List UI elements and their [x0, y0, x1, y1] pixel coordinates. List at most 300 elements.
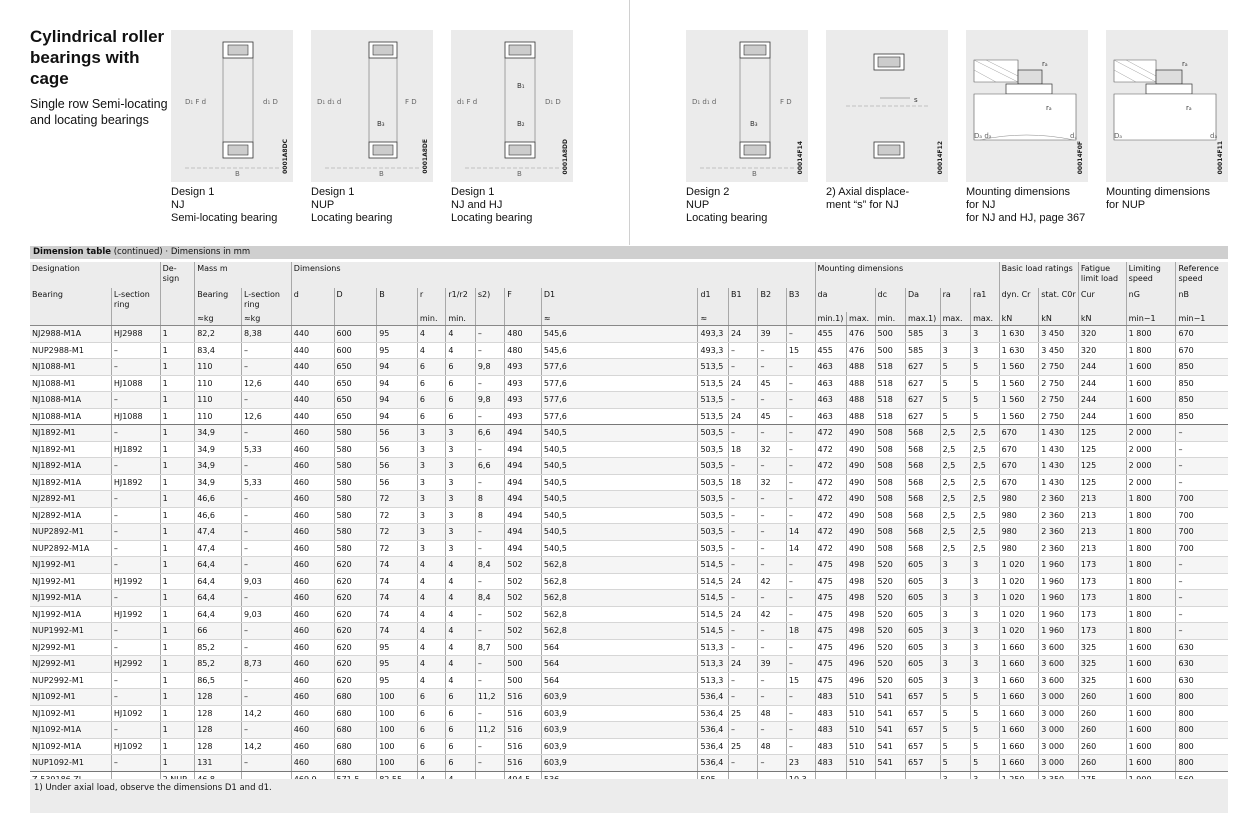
table-cell: 440 [291, 359, 334, 376]
table-cell: 173 [1078, 590, 1126, 607]
table-cell: 800 [1176, 705, 1228, 722]
figure-caption: Design 1 NJ and HJ Locating bearing [451, 186, 533, 224]
table-cell: 66 [195, 623, 242, 640]
table-cell: 502 [505, 573, 542, 590]
table-cell: 476 [847, 326, 875, 343]
table-cell: – [111, 623, 160, 640]
header-d: d [291, 288, 334, 312]
svg-text:d꜀: d꜀ [1070, 132, 1077, 140]
table-cell: 580 [334, 441, 377, 458]
table-cell: 94 [377, 359, 418, 376]
table-cell: 562,8 [541, 623, 698, 640]
table-cell: 475 [815, 672, 847, 689]
table-cell: NJ1092-M1 [30, 705, 111, 722]
table-cell: 500 [505, 672, 542, 689]
table-cell: 100 [377, 755, 418, 772]
table-row [30, 458, 1228, 475]
table-cell: 125 [1078, 425, 1126, 442]
table-cell: 5 [971, 755, 1000, 772]
table-cell: 568 [906, 524, 941, 541]
table-cell: 603,9 [541, 705, 698, 722]
table-cell: 5 [971, 722, 1000, 739]
table-cell: HJ1892 [111, 441, 160, 458]
table-cell: 24 [728, 656, 757, 673]
table-cell: – [1176, 573, 1228, 590]
table-cell: 6 [446, 705, 475, 722]
table-cell: – [475, 738, 504, 755]
table-cell: 536,4 [698, 689, 729, 706]
table-cell: 460 [291, 458, 334, 475]
table-cell: 3 600 [1039, 672, 1079, 689]
table-cell: 502 [505, 590, 542, 607]
table-cell: – [728, 507, 757, 524]
table-cell: 1 [160, 755, 195, 772]
table-cell: 1 [160, 689, 195, 706]
table-cell: 8,73 [241, 656, 291, 673]
table-row [30, 722, 1228, 739]
table-cell: 9,03 [241, 573, 291, 590]
table-cell: 620 [334, 590, 377, 607]
table-cell: 325 [1078, 656, 1126, 673]
table-cell: 2,5 [971, 474, 1000, 491]
table-cell: 1 020 [999, 557, 1039, 574]
table-cell: NJ1088-M1 [30, 359, 111, 376]
table-cell: 657 [906, 689, 941, 706]
figure-caption: Design 1 NJ Semi-locating bearing [171, 186, 278, 224]
table-cell: 488 [847, 359, 875, 376]
table-cell: 213 [1078, 491, 1126, 508]
header-ng: nG [1126, 288, 1176, 312]
table-cell: 325 [1078, 639, 1126, 656]
svg-text:B₃: B₃ [377, 120, 385, 128]
table-cell: 472 [815, 441, 847, 458]
table-cell: 110 [195, 359, 242, 376]
table-cell: 605 [906, 623, 941, 640]
table-cell: 514,5 [698, 606, 729, 623]
table-cell: 460 [291, 639, 334, 656]
table-cell: 540,5 [541, 441, 698, 458]
table-cell: 500 [875, 326, 906, 343]
table-cell: – [475, 540, 504, 557]
table-cell: 502 [505, 623, 542, 640]
table-cell: – [728, 672, 757, 689]
table-cell: 603,9 [541, 722, 698, 739]
table-cell: 4 [417, 639, 445, 656]
svg-text:B: B [379, 170, 384, 178]
table-cell: 3 000 [1039, 755, 1079, 772]
table-cell: 536,4 [698, 705, 729, 722]
table-cell: 475 [815, 590, 847, 607]
table-cell: 131 [195, 755, 242, 772]
table-cell: – [111, 557, 160, 574]
table-cell: 680 [334, 722, 377, 739]
table-cell: HJ1088 [111, 375, 160, 392]
dimension-table [30, 262, 1228, 788]
table-cell: NJ1092-M1A [30, 738, 111, 755]
table-cell: HJ1088 [111, 408, 160, 425]
table-cell: 2,5 [971, 458, 1000, 475]
table-cell: – [758, 507, 786, 524]
table-cell: 2,5 [971, 524, 1000, 541]
table-cell: 541 [875, 738, 906, 755]
table-cell: 568 [906, 425, 941, 442]
table-cell: 3 [417, 425, 445, 442]
table-cell: 460 [291, 656, 334, 673]
figure-code: 0001A8DD [562, 138, 569, 174]
table-cell: 620 [334, 606, 377, 623]
table-cell: 110 [195, 375, 242, 392]
table-cell: 4 [417, 342, 445, 359]
table-cell: 577,6 [541, 375, 698, 392]
table-cell: 6 [446, 375, 475, 392]
table-cell: 1 020 [999, 590, 1039, 607]
table-cell: 94 [377, 375, 418, 392]
table-cell: 850 [1176, 375, 1228, 392]
table-cell: 5 [940, 359, 971, 376]
table-cell: 670 [999, 425, 1039, 442]
table-cell: – [728, 623, 757, 640]
table-cell: – [758, 557, 786, 574]
figure-caption: 2) Axial displace- ment “s” for NJ [826, 186, 910, 211]
table-cell: 1 [160, 491, 195, 508]
table-cell: 24 [728, 408, 757, 425]
table-cell: 12,6 [241, 375, 291, 392]
unit-max: max. [971, 312, 1000, 326]
header-Da: Da [906, 288, 941, 312]
table-cell: 3 [940, 623, 971, 640]
table-cell: 42 [758, 573, 786, 590]
table-row [30, 441, 1228, 458]
unit-kg: ≈kg [241, 312, 291, 326]
svg-text:rₐ: rₐ [1046, 104, 1052, 112]
table-cell: 516 [505, 689, 542, 706]
table-cell: 1 800 [1126, 342, 1176, 359]
table-cell: 11,2 [475, 722, 504, 739]
table-cell: 680 [334, 738, 377, 755]
table-cell: 460 [291, 491, 334, 508]
table-cell: 9,8 [475, 392, 504, 409]
table-cell: 1 960 [1039, 590, 1079, 607]
table-cell: 440 [291, 392, 334, 409]
table-cell: 1 [160, 458, 195, 475]
table-cell: NJ2892-M1 [30, 491, 111, 508]
table-cell: 5 [971, 408, 1000, 425]
table-row [30, 375, 1228, 392]
table-cell: 460 [291, 755, 334, 772]
table-cell: 125 [1078, 441, 1126, 458]
table-cell: 605 [906, 639, 941, 656]
table-cell: 494 [505, 491, 542, 508]
table-cell: 24 [728, 606, 757, 623]
header-B: B [377, 288, 418, 312]
table-cell: 1 800 [1126, 590, 1176, 607]
table-cell: 1 [160, 573, 195, 590]
table-cell: 476 [847, 342, 875, 359]
table-cell: 6 [417, 375, 445, 392]
table-cell: 603,9 [541, 755, 698, 772]
table-cell: 3 [971, 656, 1000, 673]
table-cell: 540,5 [541, 458, 698, 475]
table-row [30, 738, 1228, 755]
table-cell: – [1176, 623, 1228, 640]
table-cell: 3 [940, 573, 971, 590]
table-cell: NUP2892-M1A [30, 540, 111, 557]
table-cell: 580 [334, 507, 377, 524]
table-cell: 3 [971, 639, 1000, 656]
table-cell: 3 [940, 656, 971, 673]
table-cell: 540,5 [541, 540, 698, 557]
table-cell: 11,2 [475, 689, 504, 706]
mounting-drawing-nup [1106, 30, 1228, 182]
table-cell: 460 [291, 705, 334, 722]
table-cell: 700 [1176, 491, 1228, 508]
table-cell: – [111, 540, 160, 557]
table-cell: 514,5 [698, 590, 729, 607]
table-cell: 580 [334, 491, 377, 508]
table-cell: NJ1092-M1A [30, 722, 111, 739]
table-cell: 173 [1078, 606, 1126, 623]
table-cell: 1 [160, 656, 195, 673]
table-cell: 3 000 [1039, 689, 1079, 706]
table-cell: 620 [334, 639, 377, 656]
table-cell: 6 [417, 689, 445, 706]
table-cell: 6 [446, 408, 475, 425]
table-cell: 34,9 [195, 425, 242, 442]
table-row [30, 326, 1228, 343]
table-cell: NJ1892-M1A [30, 474, 111, 491]
table-cell: 1 020 [999, 573, 1039, 590]
table-cell: 580 [334, 458, 377, 475]
table-cell: 4 [446, 639, 475, 656]
table-cell: 3 [971, 606, 1000, 623]
unit-max: max. [847, 312, 875, 326]
table-cell: 5 [940, 755, 971, 772]
table-cell: NJ1088-M1A [30, 408, 111, 425]
table-cell: 56 [377, 441, 418, 458]
table-cell: 502 [505, 606, 542, 623]
table-cell: 2,5 [971, 491, 1000, 508]
header-reference-speed: Reference speed [1176, 262, 1228, 288]
table-cell: 14,2 [241, 705, 291, 722]
table-cell: 5,33 [241, 441, 291, 458]
table-cell: – [111, 722, 160, 739]
table-cell: 6,6 [475, 458, 504, 475]
table-cell: 2 360 [1039, 491, 1079, 508]
svg-text:B₃: B₃ [750, 120, 758, 128]
table-cell: 1 020 [999, 623, 1039, 640]
table-cell: 3 [940, 639, 971, 656]
table-cell: NJ1992-M1A [30, 590, 111, 607]
table-row [30, 689, 1228, 706]
table-cell: NJ2992-M1 [30, 656, 111, 673]
table-cell: – [758, 639, 786, 656]
table-cell: 603,9 [541, 689, 698, 706]
table-cell: 9,03 [241, 606, 291, 623]
table-cell: 320 [1078, 326, 1126, 343]
header-mounting-dimensions: Mounting dimensions [815, 262, 999, 288]
table-cell: 494 [505, 474, 542, 491]
table-cell: 580 [334, 425, 377, 442]
table-cell: 6 [417, 408, 445, 425]
table-cell: 508 [875, 507, 906, 524]
table-row [30, 557, 1228, 574]
table-cell: 64,4 [195, 590, 242, 607]
table-cell: – [475, 375, 504, 392]
table-cell: 18 [728, 441, 757, 458]
table-cell: 4 [446, 557, 475, 574]
table-cell: 1 560 [999, 408, 1039, 425]
table-cell: 1 600 [1126, 722, 1176, 739]
table-cell: 514,5 [698, 573, 729, 590]
header-d1: d1 [698, 288, 729, 312]
header-ra1: ra1 [971, 288, 1000, 312]
table-cell: 577,6 [541, 408, 698, 425]
table-cell: 585 [906, 342, 941, 359]
table-cell: NUP1092-M1 [30, 755, 111, 772]
table-cell: 3 [940, 606, 971, 623]
table-row [30, 573, 1228, 590]
table-cell: 1 600 [1126, 672, 1176, 689]
table-cell: 670 [999, 441, 1039, 458]
table-cell: 460 [291, 573, 334, 590]
header-ra: ra [940, 288, 971, 312]
table-cell: 460 [291, 557, 334, 574]
table-cell: – [111, 507, 160, 524]
table-cell: 627 [906, 359, 941, 376]
table-cell: 4 [446, 606, 475, 623]
unit-min: min. [417, 312, 445, 326]
table-cell: 3 450 [1039, 326, 1079, 343]
table-cell: 483 [815, 755, 847, 772]
svg-text:Dₐ: Dₐ [1114, 132, 1123, 140]
table-cell: 72 [377, 540, 418, 557]
table-cell: 510 [847, 755, 875, 772]
table-cell: – [241, 458, 291, 475]
table-cell: 493 [505, 392, 542, 409]
table-cell: 1 [160, 672, 195, 689]
table-cell: 670 [1176, 326, 1228, 343]
svg-text:rₐ: rₐ [1182, 60, 1188, 68]
table-cell: 3 [971, 590, 1000, 607]
svg-text:D₁ d₁ d: D₁ d₁ d [692, 98, 717, 106]
table-cell: 110 [195, 408, 242, 425]
table-row [30, 392, 1228, 409]
table-row [30, 408, 1228, 425]
table-cell: 5 [940, 738, 971, 755]
unit-kg: ≈kg [195, 312, 242, 326]
table-cell: – [111, 491, 160, 508]
table-cell: 440 [291, 342, 334, 359]
table-cell: 850 [1176, 359, 1228, 376]
table-cell: 3 000 [1039, 722, 1079, 739]
table-cell: NJ1892-M1 [30, 441, 111, 458]
table-cell: 1 630 [999, 342, 1039, 359]
table-cell: – [758, 458, 786, 475]
table-cell: – [786, 474, 815, 491]
table-cell: 1 [160, 540, 195, 557]
table-cell: – [475, 342, 504, 359]
header-basic-load-ratings: Basic load ratings [999, 262, 1078, 288]
bearing-drawing-nj [171, 30, 293, 182]
mounting-drawing-nj [966, 30, 1088, 182]
table-cell: 1 [160, 639, 195, 656]
table-cell: 1 600 [1126, 705, 1176, 722]
table-cell: 8 [475, 507, 504, 524]
table-cell: 540,5 [541, 425, 698, 442]
table-cell: 173 [1078, 623, 1126, 640]
table-cell: – [786, 507, 815, 524]
table-cell: 472 [815, 425, 847, 442]
table-cell: – [758, 623, 786, 640]
table-cell: – [111, 342, 160, 359]
table-cell: 580 [334, 540, 377, 557]
table-cell: 4 [417, 557, 445, 574]
table-cell: 483 [815, 705, 847, 722]
table-cell: 100 [377, 689, 418, 706]
table-cell: 25 [728, 738, 757, 755]
table-cell: NUP1992-M1 [30, 623, 111, 640]
table-cell: 700 [1176, 540, 1228, 557]
table-cell: 520 [875, 573, 906, 590]
table-cell: 494 [505, 507, 542, 524]
table-cell: 3 [446, 458, 475, 475]
table-cell: 490 [847, 441, 875, 458]
table-cell: 1 960 [1039, 557, 1079, 574]
figure-code: 0001A8DC [282, 139, 289, 174]
table-cell: 95 [377, 639, 418, 656]
table-cell: 4 [446, 573, 475, 590]
table-cell: 2 750 [1039, 359, 1079, 376]
table-cell: – [111, 639, 160, 656]
table-cell: 475 [815, 573, 847, 590]
table-cell: 498 [847, 623, 875, 640]
table-cell: 5 [940, 705, 971, 722]
table-row [30, 507, 1228, 524]
table-cell: – [475, 705, 504, 722]
table-cell: 1 800 [1126, 623, 1176, 640]
table-cell: 580 [334, 474, 377, 491]
table-cell: – [786, 375, 815, 392]
table-cell: 64,4 [195, 606, 242, 623]
table-cell: 1 600 [1126, 738, 1176, 755]
table-cell: – [241, 623, 291, 640]
table-cell: 520 [875, 623, 906, 640]
table-cell: – [758, 722, 786, 739]
table-cell: 244 [1078, 392, 1126, 409]
table-cell: 3 000 [1039, 738, 1079, 755]
table-cell: 568 [906, 540, 941, 557]
table-cell: 244 [1078, 359, 1126, 376]
table-cell: – [111, 425, 160, 442]
table-cell: NJ1992-M1 [30, 557, 111, 574]
table-cell: – [728, 491, 757, 508]
table-cell: 475 [815, 656, 847, 673]
table-cell: – [241, 392, 291, 409]
table-cell: 3 [417, 491, 445, 508]
table-cell: 605 [906, 606, 941, 623]
table-cell: 620 [334, 623, 377, 640]
table-cell: 605 [906, 656, 941, 673]
table-row [30, 342, 1228, 359]
table-cell: 483 [815, 722, 847, 739]
table-cell: 605 [906, 672, 941, 689]
table-cell: 4 [417, 326, 445, 343]
table-cell: 5 [940, 722, 971, 739]
table-cell: 460 [291, 524, 334, 541]
table-cell: 2,5 [940, 524, 971, 541]
table-cell: – [475, 656, 504, 673]
table-cell: 545,6 [541, 326, 698, 343]
